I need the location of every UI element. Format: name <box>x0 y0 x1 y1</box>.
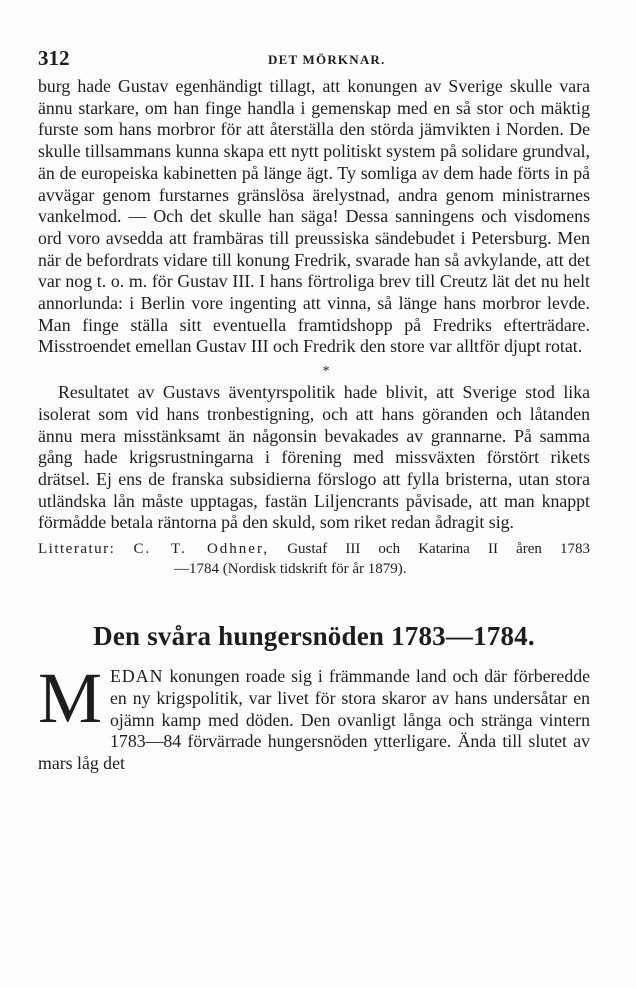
running-head: DET MÖRKNAR. <box>268 52 386 67</box>
literature-label: Litteratur: <box>38 541 116 558</box>
literature-reference <box>38 540 590 579</box>
page-number: 312 <box>38 46 70 70</box>
chapter-title: Den svåra hungersnöden 1783—1784. <box>93 621 535 652</box>
page-header <box>38 40 590 70</box>
literature-author: C. T. Odhner, <box>133 541 270 558</box>
lead-word: EDAN <box>110 666 164 687</box>
literature-title: Gustaf III och Katarina II åren 1783 <box>287 541 591 558</box>
chapter-body-text: konungen roade sig i främmande land och där förberedde en ny krigspolitik, var livet för stora skaror av hans undersåtar en ojämn kamp med döden. Den ovanligt långa och stränga vintern 1783—84 förvärrade hungersnöden ytterligare. Ända till slutet av mars låg det <box>38 666 590 774</box>
chapter-opening-paragraph <box>38 658 590 775</box>
section-separator: * <box>322 364 330 380</box>
paragraph-1: burg hade Gustav egenhändigt tillagt, att konungen av Sverige skulle vara ännu starkare, om han finge handla i gemenskap med en så stor och mäktig furste som hans morbror för att återställa den störda jämvikten i Norden. De skulle tillsammans kunna skapa ett nytt politiskt system på solidare grundval, än de europeiska kabinetten på länge ägt. Ty somliga av dem hade förts in på avvägar genom furstarnes gränslösa ärelystnad, andra genom ministrarnes vankelmod. — Och det skulle han säga! Dessa sanningens och visdomens ord voro avsedda att frambäras till preussiska sändebudet i Petersburg. Men när de befordrats vidare till konung Fredrik, svarade han så avkylande, att det var nog t. o. m. för Gustav III. I hans förtroliga brev till Creutz lät det nu helt annorlunda: i Berlin vore ingenting att vinna, så länge hans morbror levde. Man finge ställa sitt eventuella framtidshopp på Fredriks efterträdare. Misstroendet emellan Gustav III och Fredrik den store var alltför djupt rotat. <box>38 76 590 357</box>
literature-line-1 <box>38 540 590 560</box>
paragraph-2: Resultatet av Gustavs äventyrspolitik hade blivit, att Sverige stod lika isolerat som vid hans tronbestigning, och att hans göranden och låtanden ännu mera misstänksamt än någonsin bevakades av grannarne. På samma gång hade krigsrustningarna i förening med missväxten förstört rikets drätsel. Ej ens de franska subsidierna förslogo att fylla bristerna, utan stora utländska lån måste upptagas, fastän Liljencrants påvisade, att man knappt förmådde betala räntorna på den skuld, som riket redan ådragit sig. <box>38 382 590 533</box>
literature-line-2: —1784 (Nordisk tidskrift för år 1879). <box>174 560 407 577</box>
book-page <box>38 40 590 775</box>
drop-cap: M <box>38 658 103 739</box>
